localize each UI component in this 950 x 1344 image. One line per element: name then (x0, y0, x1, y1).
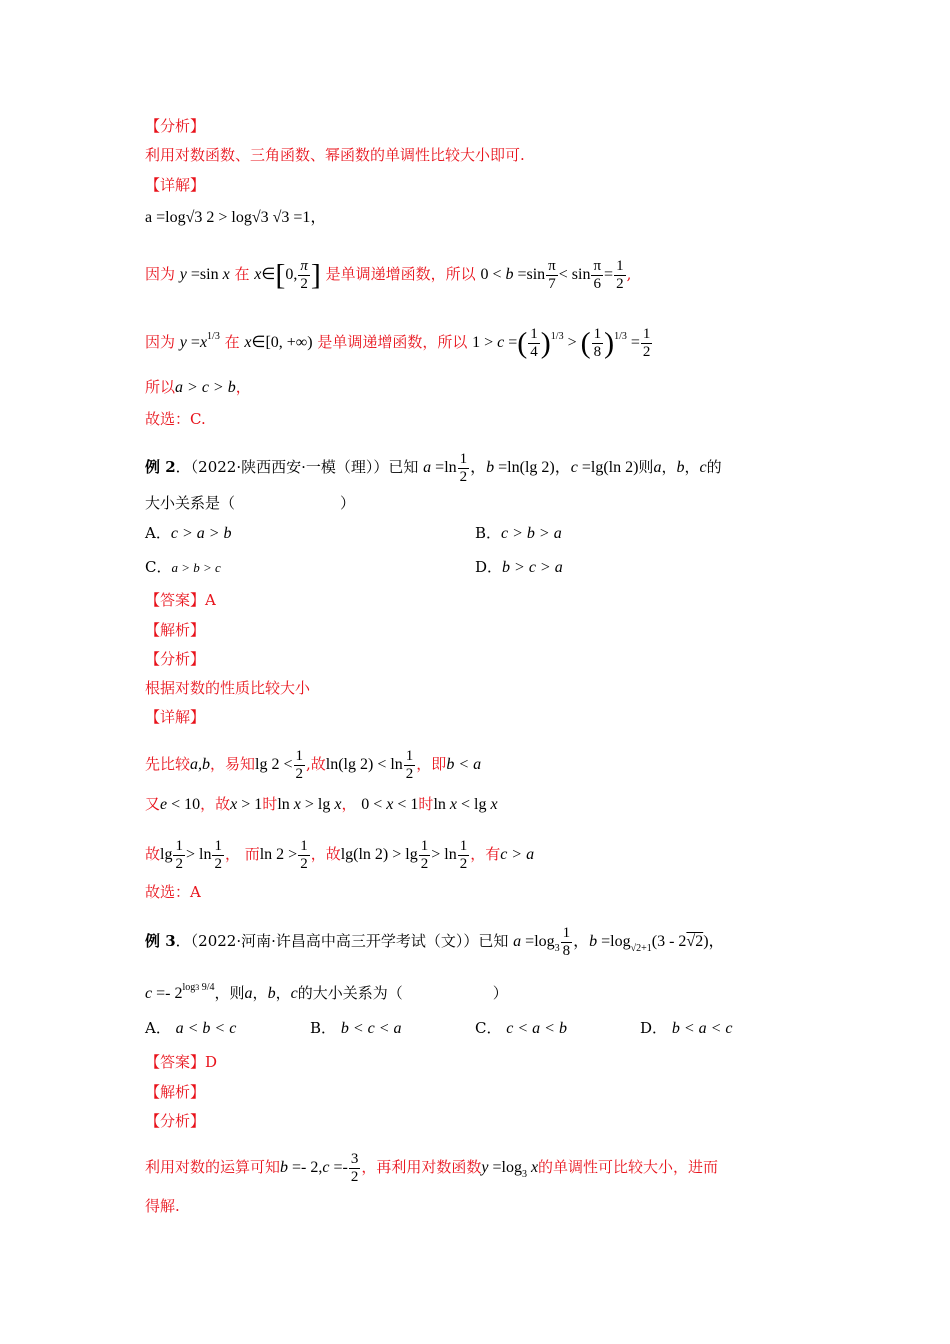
ex3-analysis-line-1: 利用对数的运算可知b =- 2,c =- $\frac{3}{2}$ ，再利用对数函数$y =\log_3$ x的单调性可比较大小，进而 (145, 1151, 719, 1185)
jiexi-tag: 【解析】 (145, 621, 206, 639)
answer-line-3: 【答案】D (145, 1053, 218, 1071)
example-3-source: ．（2022·河南·许昌高中高三开学考试（文））已知 (175, 932, 509, 951)
sin-line: 因为 y =sin x 在 x∈[0, $\frac{\pi}{2}$ ] 是单调递增函数，所以 0 < b =sin $\frac{\pi}{7}$ < sin $\frac{\pi}{6}$ = $\frac{1}{2}$ , (145, 258, 632, 292)
answer-value-3: D (205, 1053, 218, 1071)
example-3-stem-2: $c =- 2^{log3 9/4}$，则a，b，c的大小关系为（ ） (145, 982, 508, 1002)
option-3b[interactable]: B． b < c < a (310, 1019, 402, 1037)
option-3d[interactable]: D． b < a < c (640, 1019, 733, 1037)
power-line-pre: 因为 (145, 333, 176, 352)
analysis-tag: 【分析】 (145, 117, 206, 135)
choose-line: 故选：C. (145, 410, 206, 428)
power-line-mid: 在 (224, 333, 240, 352)
so-line-pre: 所以 (145, 378, 176, 396)
example-2-stem: 例 2．（2022·陕西西安·一模（理））已知 a =ln $\frac{1}{2}$ ，b =ln(lg 2)，c =lg(ln 2)则a，b，c的 (145, 451, 722, 485)
analysis-text: 利用对数函数、三角函数、幂函数的单调性比较大小即可. (145, 146, 525, 164)
example-3-stem: 例 3．（2022·河南·许昌高中高三开学考试（文））已知 $a =\log_3$ $\frac{1}{8}$ ，$b =\log_{√2+1}(3 - 2√2)$， (145, 925, 725, 959)
formula-a-text: a =log√3 2 > log√3 √3 =1， (145, 209, 327, 226)
option-d[interactable]: D．b > c > a (475, 558, 563, 576)
sin-line-mid: 在 (234, 265, 250, 284)
option-a[interactable]: A．c > a > b (145, 524, 232, 542)
detail-tag-2: 【详解】 (145, 708, 206, 726)
example-2-rest-2: 的 (706, 458, 722, 477)
ex2-detail-line-2: 又e < 10，故x > 1时ln x > lg x， 0 < x < 1时ln x < lg x (145, 795, 498, 813)
detail-tag: 【详解】 (145, 176, 206, 194)
formula-a (145, 207, 326, 228)
analysis-text-2: 根据对数的性质比较大小 (145, 679, 311, 697)
example-2-label: 例 2 (145, 458, 176, 477)
example-2-stem-2: 大小关系是（ ） (145, 494, 356, 512)
choose-line-2: 故选：A (145, 883, 201, 901)
analysis-tag-3: 【分析】 (145, 1112, 206, 1130)
jiexi-tag-3: 【解析】 (145, 1083, 206, 1101)
example-2-rest-1: 则 (638, 458, 654, 477)
ex3-analysis-line-2: 得解. (145, 1197, 180, 1215)
option-b[interactable]: B．c > b > a (475, 524, 562, 542)
option-3c[interactable]: C． c < a < b (475, 1019, 567, 1037)
option-c[interactable]: C．a > b > c (145, 558, 221, 576)
so-line-post: ， (235, 378, 251, 396)
option-3a[interactable]: A． a < b < c (145, 1019, 237, 1037)
example-3-label: 例 3 (145, 932, 176, 951)
ex2-detail-line-1: 先比较a,b，易知lg 2 < $\frac{1}{2}$ ,故ln(lg 2) < ln $\frac{1}{2}$ ，即b < a (145, 748, 482, 782)
so-line: 所以a > c > b， (145, 378, 251, 396)
analysis-tag-2: 【分析】 (145, 650, 206, 668)
example-2-source: ．（2022·陕西西安·一模（理））已知 (175, 458, 419, 477)
power-line: 因为 $y =x^{1/3}$ 在 x∈[0, +∞) 是单调递增函数，所以 1 > c =( $\frac{1}{4}$ )$^{1/3}$ > ( $\frac{1}{8}$ )$^{1/3}$ = $\frac{1}{2}$ (145, 326, 651, 360)
ex2-detail-line-3: 故lg $\frac{1}{2}$ > ln $\frac{1}{2}$ ， 而ln 2 > $\frac{1}{2}$ ，故lg(ln 2) > lg $\frac{1}{2}$ > ln $\frac{1}{2}$ ，有c > a (145, 838, 535, 872)
answer-line: 【答案】A (145, 591, 216, 609)
sin-line-post: 是单调递增函数，所以 (325, 265, 476, 284)
power-line-post: 是单调递增函数，所以 (317, 333, 468, 352)
sin-line-pre: 因为 (145, 265, 176, 284)
answer-value: A (205, 591, 216, 609)
